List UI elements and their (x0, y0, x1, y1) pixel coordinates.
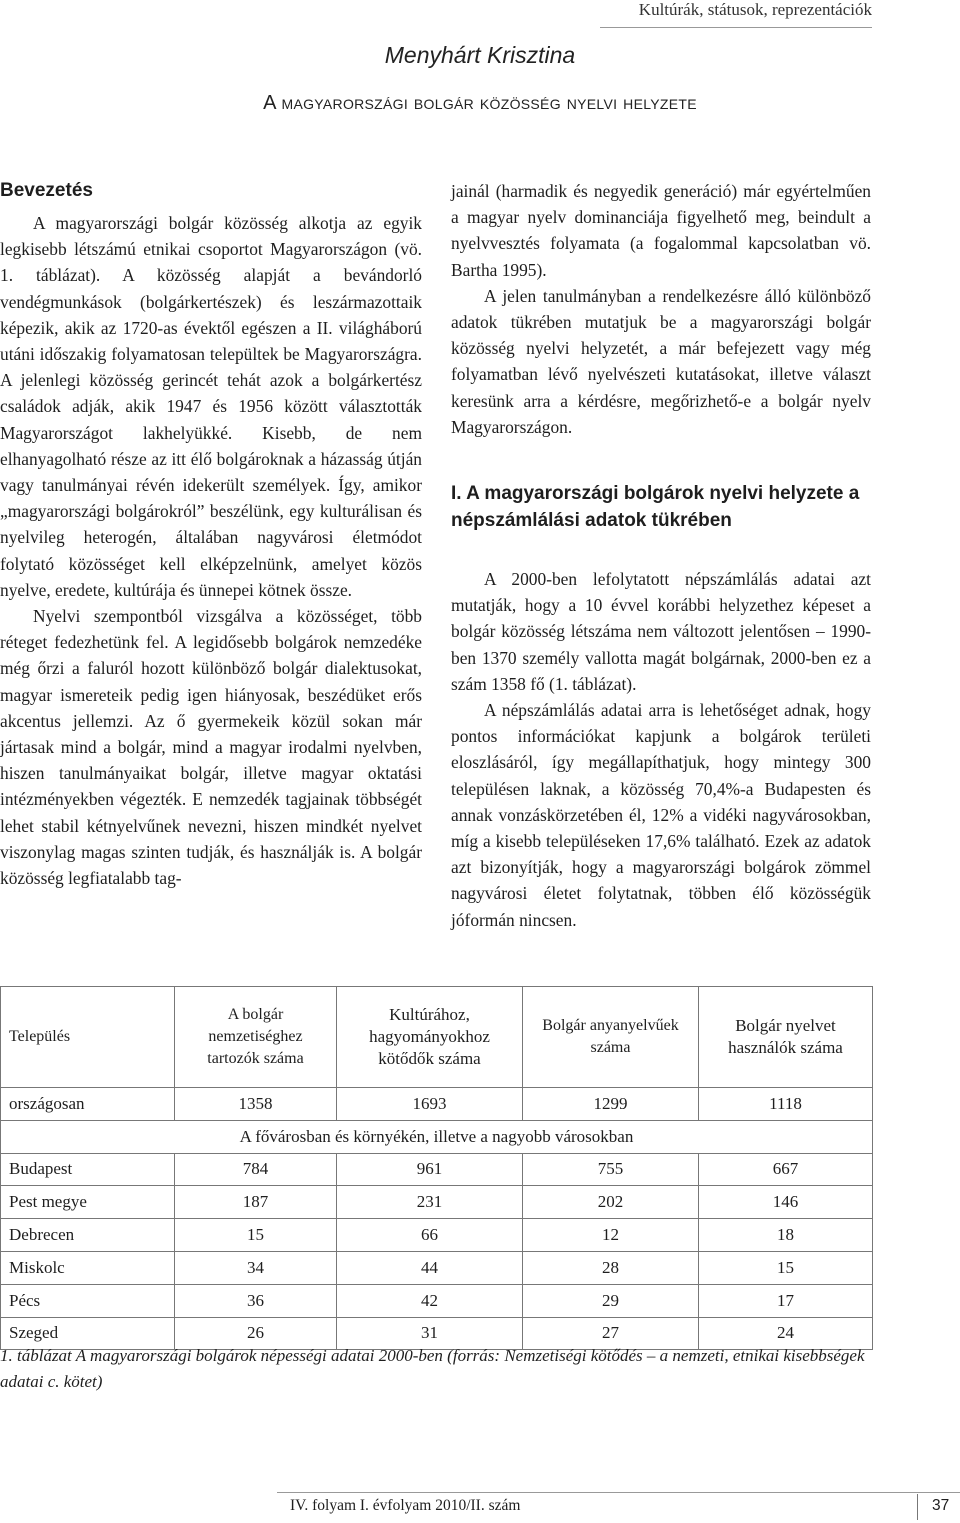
table-subheading: A fővárosban és környékén, illetve a nagyobb városokban (1, 1120, 873, 1153)
table-row-total (1, 1088, 873, 1121)
running-head: Kultúrák, státusok, reprezentációk (638, 0, 872, 19)
table-cell: 18 (699, 1219, 873, 1252)
table-cell: 31 (337, 1317, 523, 1350)
table-cell: Miskolc (1, 1251, 175, 1284)
table-cell: 667 (699, 1153, 873, 1186)
table-cell: 1358 (175, 1088, 337, 1121)
table-header: Bolgár nyelvet használók száma (699, 987, 873, 1088)
table-cell: 784 (175, 1153, 337, 1186)
table-cell: 42 (337, 1284, 523, 1317)
table-cell: országosan (1, 1088, 175, 1121)
table-cell: 24 (699, 1317, 873, 1350)
table-cell: 17 (699, 1284, 873, 1317)
intro-paragraph-3: A jelen tanulmányban a rendelkezésre álló különböző adatok tükrében mutatjuk be a magyarországi bolgár közösség nyelvi helyzetét, a már befejezett vagy még folyamatban lévő nyelvészeti kutatásokat, illetve választ keresünk arra a kérdésre, megőrizhető-e a bolgár nyelv Magyarországon. (451, 285, 871, 437)
table-header: Kultúrához, hagyományokhoz kötődők száma (337, 987, 523, 1088)
table-cell: 202 (523, 1186, 699, 1219)
table-cell: 1118 (699, 1088, 873, 1121)
table-header: A bolgár nemzetiséghez tartozók száma (175, 987, 337, 1088)
table-cell: 29 (523, 1284, 699, 1317)
article-title: A magyarországi bolgár közösség nyelvi helyzete (263, 92, 697, 114)
table-row (1, 1284, 873, 1317)
table-cell: 27 (523, 1317, 699, 1350)
table-cell: 28 (523, 1251, 699, 1284)
table-cell: 961 (337, 1153, 523, 1186)
intro-paragraph-2: Nyelvi szempontból vizsgálva a közösséget, több réteget fedezhetünk fel. A legidősebb bolgárok nemzedéke még őrzi a faluról hozott különböző bolgár dialektusokat, magyar ismereteik pedig igen hiányosak, beszédüket erős akcentus jellemzi. Az ő gyermekeik közül sokan már jártasak mind a bolgár, mind a magyar irodalmi nyelvben, hiszen tanulmányaikat bolgár, illetve magyar oktatási intézményekben végezték. E nemzedék tagjainak többségét lehet stabil kétnyelvűnek nevezni, hiszen mindkét nyelvet viszonylag magas szinten tudják, és használják is. A bolgár közösség legfiatalabb tag- (0, 606, 422, 889)
table-header: Település (1, 987, 175, 1088)
table-cell: Budapest (1, 1153, 175, 1186)
table-cell: 1299 (523, 1088, 699, 1121)
table-cell: 36 (175, 1284, 337, 1317)
table-cell: 12 (523, 1219, 699, 1252)
table-subheading-row (1, 1120, 873, 1153)
census-paragraph-1: A 2000-ben lefolytatott népszámlálás adatai azt mutatják, hogy a 10 évvel korábbi helyzethez képeset a bolgár közösség létszáma nem változott jelentősen – 1990-ben 1370 személy vallotta magát bolgárnak, 2000-ben ez a szám 1358 fő (1. táblázat). (451, 569, 871, 694)
table-cell: 15 (699, 1251, 873, 1284)
section-heading-intro: Bevezetés (0, 180, 93, 201)
running-head-rule (600, 27, 872, 28)
intro-paragraph-2-continued: jainál (harmadik és negyedik generáció) már egyértelműen a magyar nyelv dominanciája figyelhető meg, beindult a nyelvvesztés folyamata (a fogalommal kapcsolatban vö. Bartha 1995). (451, 181, 871, 280)
table-row (1, 1219, 873, 1252)
table-cell: Szeged (1, 1317, 175, 1350)
table-row (1, 1186, 873, 1219)
table-header-row (1, 987, 873, 1088)
table-cell: 66 (337, 1219, 523, 1252)
table-cell: Pest megye (1, 1186, 175, 1219)
table-cell: 15 (175, 1219, 337, 1252)
left-column (0, 178, 422, 891)
table-cell: Pécs (1, 1284, 175, 1317)
population-table (0, 986, 873, 1350)
section-heading-census: I. A magyarországi bolgárok nyelvi helyzete a népszámlálási adatok tükrében (451, 483, 860, 532)
table-cell: 34 (175, 1251, 337, 1284)
footer-separator (917, 1494, 918, 1520)
table-cell: 187 (175, 1186, 337, 1219)
table-header: Bolgár anyanyelvűek száma (523, 987, 699, 1088)
page-number: 37 (932, 1497, 950, 1514)
table-cell: Debrecen (1, 1219, 175, 1252)
table-row (1, 1153, 873, 1186)
footer-rule (277, 1492, 960, 1493)
table-caption: 1. táblázat A magyarországi bolgárok népességi adatai 2000-ben (forrás: Nemzetiségi kötődés – a nemzeti, etnikai kisebbségek adatai c. kötet) (0, 1346, 865, 1391)
author-name: Menyhárt Krisztina (384, 42, 576, 68)
footer-journal-issue: IV. folyam I. évfolyam 2010/II. szám (290, 1497, 521, 1514)
table-cell: 26 (175, 1317, 337, 1350)
intro-paragraph-1: A magyarországi bolgár közösség alkotja az egyik legkisebb létszámú etnikai csoportot Magyarországon (vö. 1. táblázat). A közösség alapját a bevándorló vendégmunkások (bolgárkertészek) és leszármazottaik képezik, akik az 1720-as évektől egészen a II. világháború utáni időszakig folyamatosan települtek be Magyarországra. A jelenlegi közösség gerincét tehát azok a bolgárkertész családok adják, akik 1947 és 1956 között választották Magyarországot lakhelyükké. Kisebb, de nem elhanyagolható része az itt élő bolgároknak a házasság útján vagy tanulmányai révén idekerült személyek. Így, amikor „magyarországi bolgárokról” beszélünk, egy kulturálisan és nyelvileg heterogén, általában nagyvárosi életmódot folytató közösséget kell elképzelnünk, amelyet közös nyelve, eredete, kultúrája és ünnepei kötnek össze. (0, 213, 422, 600)
table-row (1, 1251, 873, 1284)
table-cell: 44 (337, 1251, 523, 1284)
table-cell: 1693 (337, 1088, 523, 1121)
right-column (451, 178, 871, 933)
table-cell: 231 (337, 1186, 523, 1219)
table-cell: 755 (523, 1153, 699, 1186)
census-paragraph-2: A népszámlálás adatai arra is lehetőséget adnak, hogy pontos információkat kapjunk a bolgárok területi eloszlásáról, így megállapíthatjuk, hogy mintegy 300 településen laknak, a közösség 70,4%-a Budapesten és annak vonzáskörzetében él, 12% a vidéki nagyvárosokban, míg a kisebb településeken 17,6% található. Ezek az adatok azt bizonyítják, hogy a magyarországi bolgárok zömmel nagyvárosi életet folytatnak, többen élő közösségük jóformán nincsen. (451, 700, 871, 930)
table-cell: 146 (699, 1186, 873, 1219)
